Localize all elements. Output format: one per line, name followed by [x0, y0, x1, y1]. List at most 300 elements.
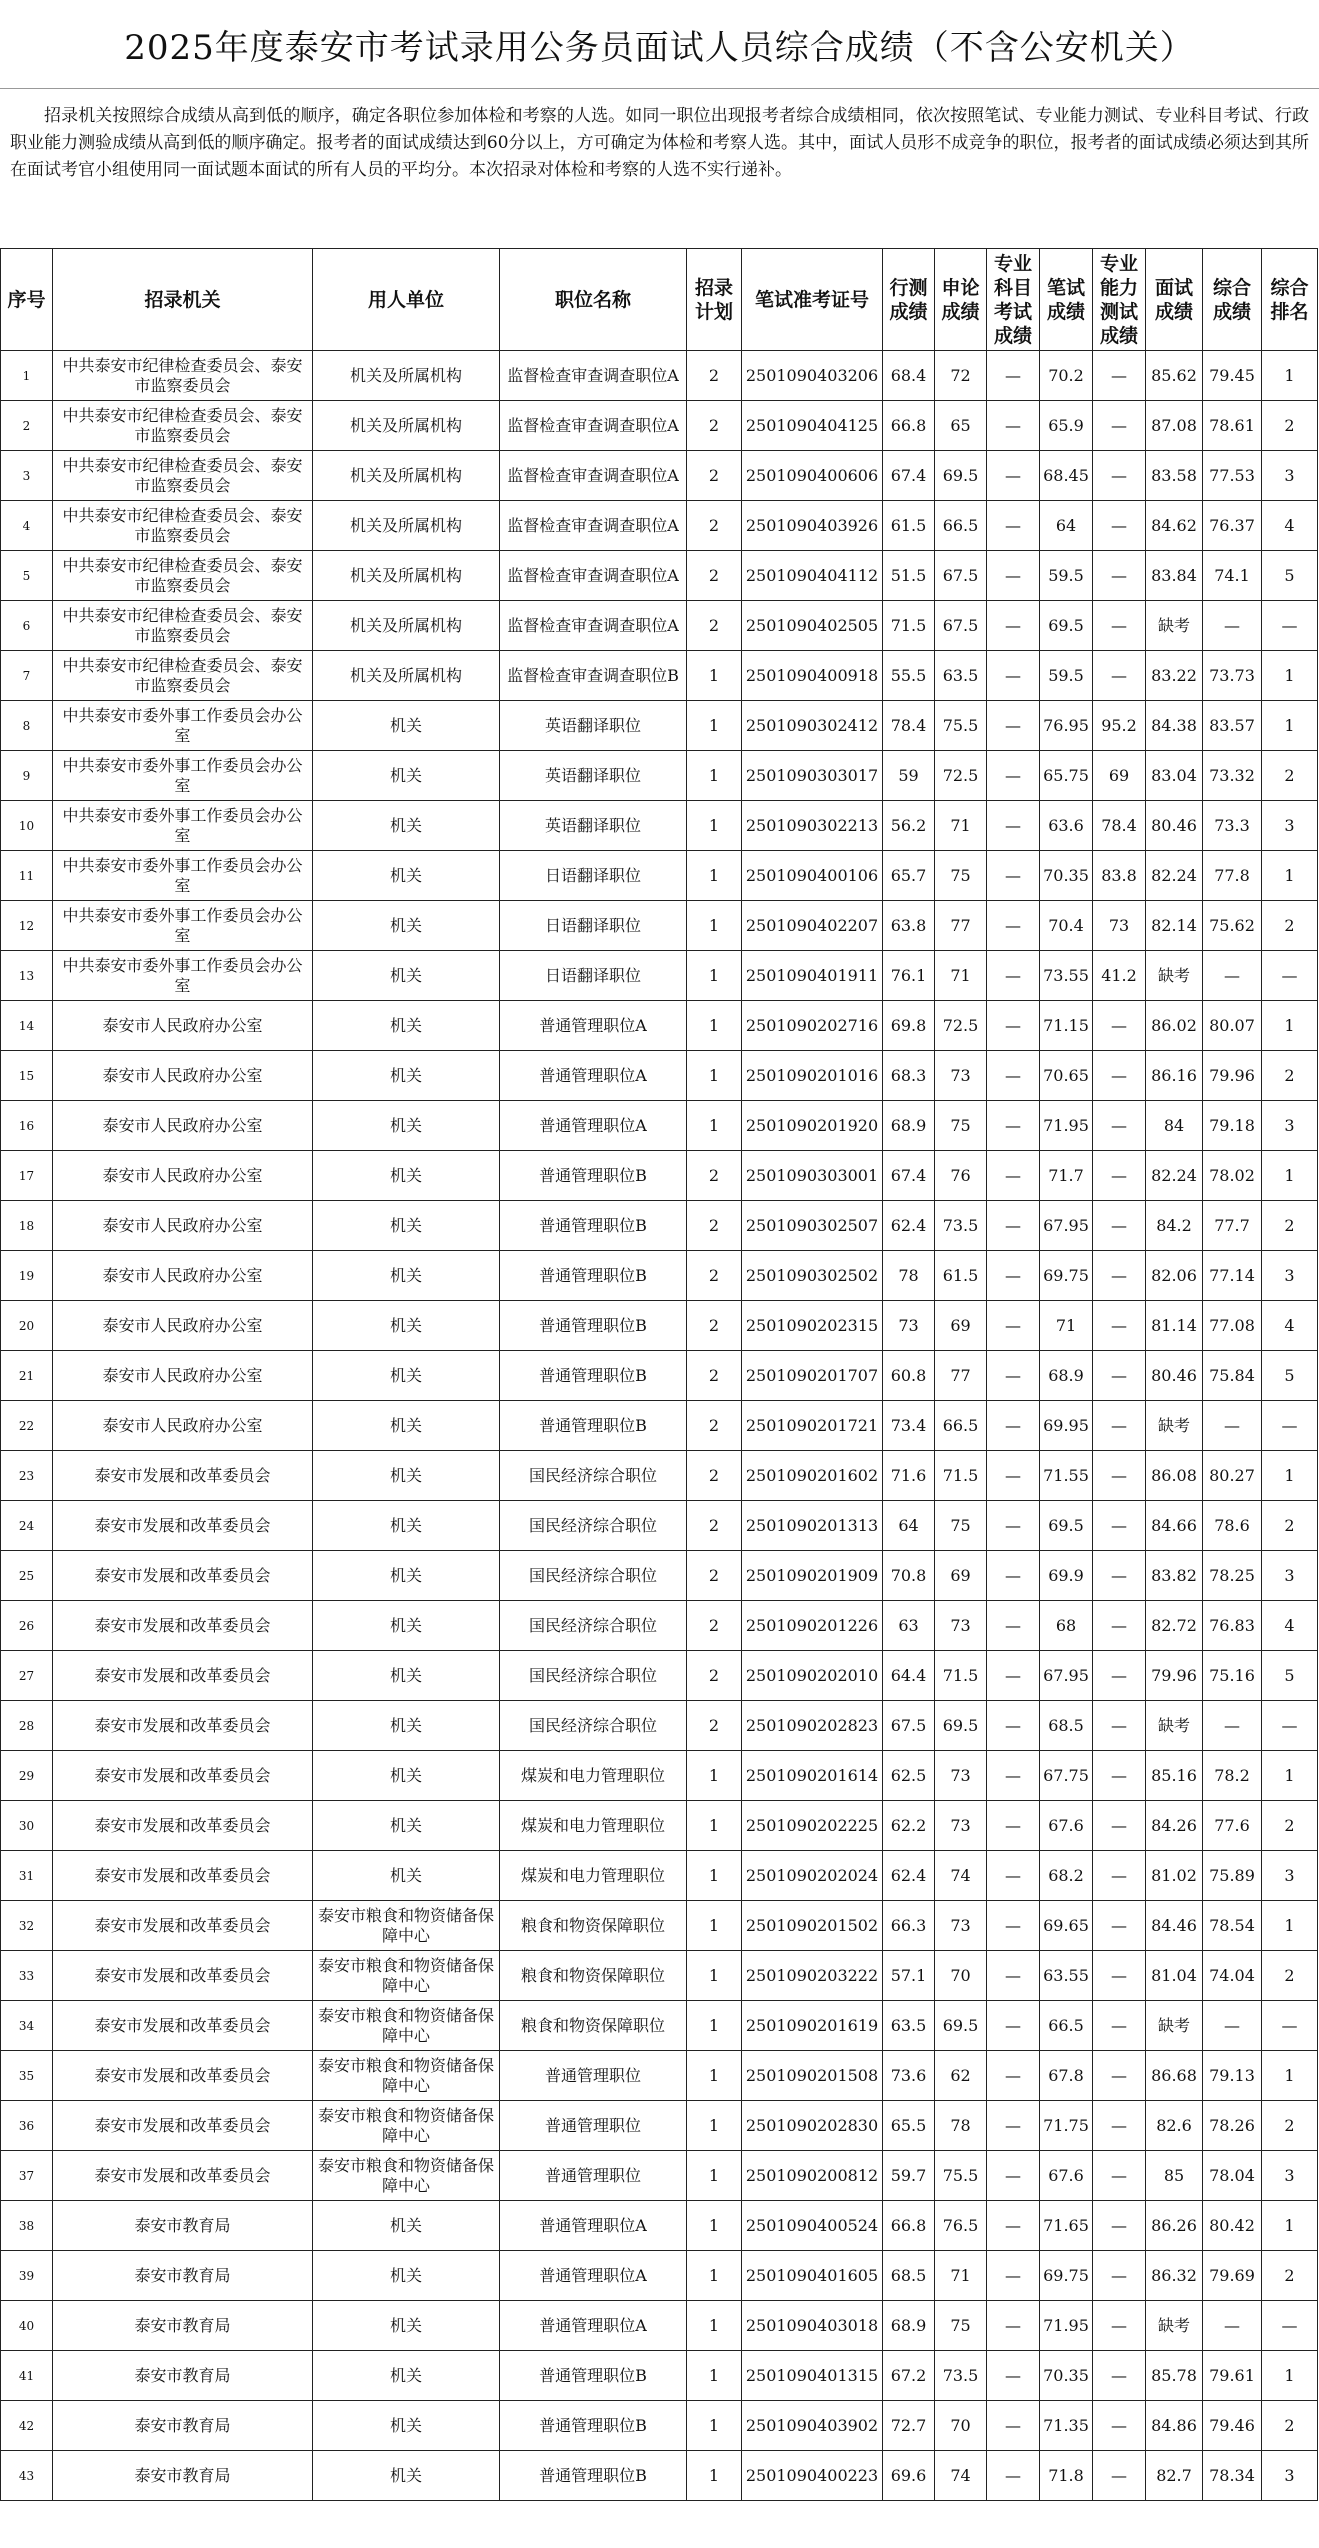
exam-id-cell: 2501090302213 — [742, 801, 883, 851]
table-row — [1, 1001, 1318, 1051]
overall-cell: 80.27 — [1203, 1451, 1262, 1501]
ability-cell: — — [1093, 651, 1146, 701]
unit-cell: 机关 — [313, 2401, 500, 2451]
seq-cell: 3 — [1, 451, 53, 501]
plan-cell: 2 — [687, 1551, 742, 1601]
position-cell: 普通管理职位 — [500, 2051, 687, 2101]
table-row — [1, 1601, 1318, 1651]
seq-cell: 41 — [1, 2351, 53, 2401]
seq-cell: 26 — [1, 1601, 53, 1651]
subject-cell: — — [987, 1151, 1040, 1201]
overall-cell: 78.25 — [1203, 1551, 1262, 1601]
plan-cell: 1 — [687, 2351, 742, 2401]
shenlun-cell: 75 — [935, 2301, 987, 2351]
seq-cell: 1 — [1, 351, 53, 401]
position-cell: 监督检查审查调查职位B — [500, 651, 687, 701]
unit-cell: 机关及所属机构 — [313, 601, 500, 651]
xingce-cell: 67.5 — [883, 1701, 935, 1751]
subject-cell: — — [987, 801, 1040, 851]
plan-cell: 1 — [687, 1801, 742, 1851]
header-seq: 序号 — [1, 249, 53, 351]
written-cell: 63.6 — [1040, 801, 1093, 851]
plan-cell: 2 — [687, 1651, 742, 1701]
exam-id-cell: 2501090302507 — [742, 1201, 883, 1251]
exam-id-cell: 2501090202315 — [742, 1301, 883, 1351]
written-cell: 71.75 — [1040, 2101, 1093, 2151]
subject-cell: — — [987, 901, 1040, 951]
rank-cell: 5 — [1262, 551, 1318, 601]
position-cell: 国民经济综合职位 — [500, 1651, 687, 1701]
position-cell: 煤炭和电力管理职位 — [500, 1801, 687, 1851]
xingce-cell: 72.7 — [883, 2401, 935, 2451]
table-row — [1, 1651, 1318, 1701]
unit-cell: 机关 — [313, 1251, 500, 1301]
xingce-cell: 59.7 — [883, 2151, 935, 2201]
seq-cell: 18 — [1, 1201, 53, 1251]
header-employing-unit: 用人单位 — [313, 249, 500, 351]
plan-cell: 1 — [687, 1901, 742, 1951]
position-cell: 粮食和物资保障职位 — [500, 1951, 687, 2001]
header-ability-score: 专业能力测试成绩 — [1093, 249, 1146, 351]
position-cell: 国民经济综合职位 — [500, 1551, 687, 1601]
overall-cell: — — [1203, 951, 1262, 1001]
written-cell: 67.6 — [1040, 1801, 1093, 1851]
xingce-cell: 64.4 — [883, 1651, 935, 1701]
table-row — [1, 701, 1318, 751]
table-row — [1, 1101, 1318, 1151]
seq-cell: 6 — [1, 601, 53, 651]
shenlun-cell: 73.5 — [935, 1201, 987, 1251]
table-row — [1, 601, 1318, 651]
exam-id-cell: 2501090400606 — [742, 451, 883, 501]
rank-cell: 1 — [1262, 1151, 1318, 1201]
unit-cell: 机关 — [313, 1201, 500, 1251]
subject-cell: — — [987, 2351, 1040, 2401]
ability-cell: — — [1093, 1751, 1146, 1801]
unit-cell: 机关 — [313, 951, 500, 1001]
seq-cell: 42 — [1, 2401, 53, 2451]
ability-cell: — — [1093, 1451, 1146, 1501]
interview-cell: 缺考 — [1146, 2301, 1203, 2351]
overall-cell: 79.69 — [1203, 2251, 1262, 2301]
shenlun-cell: 70 — [935, 2401, 987, 2451]
seq-cell: 8 — [1, 701, 53, 751]
overall-cell: 78.61 — [1203, 401, 1262, 451]
ability-cell: — — [1093, 1901, 1146, 1951]
ability-cell: — — [1093, 1951, 1146, 2001]
interview-cell: 缺考 — [1146, 951, 1203, 1001]
interview-cell: 86.26 — [1146, 2201, 1203, 2251]
exam-id-cell: 2501090400524 — [742, 2201, 883, 2251]
exam-id-cell: 2501090201502 — [742, 1901, 883, 1951]
table-row — [1, 1851, 1318, 1901]
shenlun-cell: 67.5 — [935, 551, 987, 601]
exam-id-cell: 2501090201602 — [742, 1451, 883, 1501]
exam-id-cell: 2501090400918 — [742, 651, 883, 701]
exam-id-cell: 2501090403206 — [742, 351, 883, 401]
table-header-row — [1, 249, 1318, 351]
xingce-cell: 76.1 — [883, 951, 935, 1001]
position-cell: 国民经济综合职位 — [500, 1501, 687, 1551]
seq-cell: 5 — [1, 551, 53, 601]
ability-cell: — — [1093, 1201, 1146, 1251]
overall-cell: 77.7 — [1203, 1201, 1262, 1251]
overall-cell: 74.1 — [1203, 551, 1262, 601]
xingce-cell: 59 — [883, 751, 935, 801]
agency-cell: 泰安市发展和改革委员会 — [53, 2151, 313, 2201]
exam-id-cell: 2501090200812 — [742, 2151, 883, 2201]
unit-cell: 机关 — [313, 2451, 500, 2501]
position-cell: 监督检查审查调查职位A — [500, 401, 687, 451]
rank-cell: 3 — [1262, 1251, 1318, 1301]
seq-cell: 31 — [1, 1851, 53, 1901]
rank-cell: 5 — [1262, 1351, 1318, 1401]
written-cell: 69.5 — [1040, 1501, 1093, 1551]
ability-cell: — — [1093, 1801, 1146, 1851]
written-cell: 69.75 — [1040, 2251, 1093, 2301]
xingce-cell: 57.1 — [883, 1951, 935, 2001]
header-exam-id: 笔试准考证号 — [742, 249, 883, 351]
ability-cell: — — [1093, 1251, 1146, 1301]
seq-cell: 19 — [1, 1251, 53, 1301]
seq-cell: 13 — [1, 951, 53, 1001]
unit-cell: 机关 — [313, 1351, 500, 1401]
agency-cell: 泰安市发展和改革委员会 — [53, 1451, 313, 1501]
interview-cell: 82.24 — [1146, 851, 1203, 901]
unit-cell: 机关 — [313, 1851, 500, 1901]
plan-cell: 2 — [687, 351, 742, 401]
overall-cell: 75.89 — [1203, 1851, 1262, 1901]
shenlun-cell: 72.5 — [935, 1001, 987, 1051]
position-cell: 英语翻译职位 — [500, 751, 687, 801]
position-cell: 国民经济综合职位 — [500, 1601, 687, 1651]
xingce-cell: 69.8 — [883, 1001, 935, 1051]
interview-cell: 85.62 — [1146, 351, 1203, 401]
position-cell: 煤炭和电力管理职位 — [500, 1851, 687, 1901]
plan-cell: 2 — [687, 1401, 742, 1451]
unit-cell: 机关及所属机构 — [313, 501, 500, 551]
ability-cell: — — [1093, 2001, 1146, 2051]
shenlun-cell: 75.5 — [935, 2151, 987, 2201]
xingce-cell: 71.5 — [883, 601, 935, 651]
table-row — [1, 551, 1318, 601]
xingce-cell: 60.8 — [883, 1351, 935, 1401]
interview-cell: 82.06 — [1146, 1251, 1203, 1301]
xingce-cell: 68.9 — [883, 1101, 935, 1151]
shenlun-cell: 65 — [935, 401, 987, 451]
plan-cell: 1 — [687, 701, 742, 751]
written-cell: 63.55 — [1040, 1951, 1093, 2001]
plan-cell: 1 — [687, 951, 742, 1001]
written-cell: 71.95 — [1040, 1101, 1093, 1151]
overall-cell: 80.07 — [1203, 1001, 1262, 1051]
plan-cell: 1 — [687, 1051, 742, 1101]
shenlun-cell: 69 — [935, 1551, 987, 1601]
interview-cell: 81.04 — [1146, 1951, 1203, 2001]
subject-cell: — — [987, 501, 1040, 551]
overall-cell: — — [1203, 2001, 1262, 2051]
subject-cell: — — [987, 1001, 1040, 1051]
interview-cell: 86.02 — [1146, 1001, 1203, 1051]
interview-cell: 87.08 — [1146, 401, 1203, 451]
agency-cell: 中共泰安市委外事工作委员会办公室 — [53, 951, 313, 1001]
position-cell: 日语翻译职位 — [500, 951, 687, 1001]
ability-cell: — — [1093, 2351, 1146, 2401]
overall-cell: 73.73 — [1203, 651, 1262, 701]
table-row — [1, 2101, 1318, 2151]
table-row — [1, 2051, 1318, 2101]
rank-cell: 1 — [1262, 2201, 1318, 2251]
plan-cell: 1 — [687, 801, 742, 851]
interview-cell: 缺考 — [1146, 1701, 1203, 1751]
rank-cell: 1 — [1262, 651, 1318, 701]
rank-cell: 3 — [1262, 2151, 1318, 2201]
agency-cell: 中共泰安市纪律检查委员会、泰安市监察委员会 — [53, 651, 313, 701]
xingce-cell: 70.8 — [883, 1551, 935, 1601]
overall-cell: 79.18 — [1203, 1101, 1262, 1151]
agency-cell: 泰安市教育局 — [53, 2201, 313, 2251]
header-interview-score: 面试成绩 — [1146, 249, 1203, 351]
written-cell: 71.8 — [1040, 2451, 1093, 2501]
position-cell: 监督检查审查调查职位A — [500, 551, 687, 601]
subject-cell: — — [987, 1051, 1040, 1101]
interview-cell: 缺考 — [1146, 2001, 1203, 2051]
interview-cell: 缺考 — [1146, 601, 1203, 651]
ability-cell: 95.2 — [1093, 701, 1146, 751]
exam-id-cell: 2501090402505 — [742, 601, 883, 651]
written-cell: 73.55 — [1040, 951, 1093, 1001]
rank-cell: 2 — [1262, 2101, 1318, 2151]
ability-cell: — — [1093, 1651, 1146, 1701]
interview-cell: 83.84 — [1146, 551, 1203, 601]
shenlun-cell: 73 — [935, 1601, 987, 1651]
overall-cell: — — [1203, 2301, 1262, 2351]
overall-cell: 75.62 — [1203, 901, 1262, 951]
table-row — [1, 751, 1318, 801]
unit-cell: 机关及所属机构 — [313, 351, 500, 401]
rank-cell: 3 — [1262, 801, 1318, 851]
overall-cell: — — [1203, 1701, 1262, 1751]
written-cell: 67.8 — [1040, 2051, 1093, 2101]
interview-cell: 83.04 — [1146, 751, 1203, 801]
interview-cell: 84 — [1146, 1101, 1203, 1151]
overall-cell: 78.02 — [1203, 1151, 1262, 1201]
rank-cell: 3 — [1262, 1851, 1318, 1901]
ability-cell: — — [1093, 401, 1146, 451]
rank-cell: — — [1262, 2001, 1318, 2051]
rank-cell: — — [1262, 1401, 1318, 1451]
written-cell: 67.6 — [1040, 2151, 1093, 2201]
table-row — [1, 2451, 1318, 2501]
plan-cell: 1 — [687, 751, 742, 801]
interview-cell: 79.96 — [1146, 1651, 1203, 1701]
unit-cell: 机关 — [313, 2251, 500, 2301]
exam-id-cell: 2501090401605 — [742, 2251, 883, 2301]
position-cell: 普通管理职位A — [500, 1001, 687, 1051]
exam-id-cell: 2501090202010 — [742, 1651, 883, 1701]
ability-cell: — — [1093, 1501, 1146, 1551]
ability-cell: — — [1093, 1551, 1146, 1601]
seq-cell: 33 — [1, 1951, 53, 2001]
exam-id-cell: 2501090302412 — [742, 701, 883, 751]
shenlun-cell: 71.5 — [935, 1451, 987, 1501]
exam-id-cell: 2501090303017 — [742, 751, 883, 801]
seq-cell: 4 — [1, 501, 53, 551]
plan-cell: 1 — [687, 1751, 742, 1801]
shenlun-cell: 75 — [935, 1501, 987, 1551]
rank-cell: — — [1262, 2301, 1318, 2351]
position-cell: 粮食和物资保障职位 — [500, 1901, 687, 1951]
ability-cell: — — [1093, 1851, 1146, 1901]
rank-cell: 1 — [1262, 1901, 1318, 1951]
table-row — [1, 2351, 1318, 2401]
header-position: 职位名称 — [500, 249, 687, 351]
seq-cell: 27 — [1, 1651, 53, 1701]
exam-id-cell: 2501090201920 — [742, 1101, 883, 1151]
written-cell: 67.75 — [1040, 1751, 1093, 1801]
plan-cell: 1 — [687, 1851, 742, 1901]
overall-cell: 77.53 — [1203, 451, 1262, 501]
ability-cell: — — [1093, 2251, 1146, 2301]
plan-cell: 1 — [687, 2101, 742, 2151]
interview-cell: 84.62 — [1146, 501, 1203, 551]
rank-cell: 2 — [1262, 1801, 1318, 1851]
xingce-cell: 55.5 — [883, 651, 935, 701]
position-cell: 普通管理职位A — [500, 2301, 687, 2351]
overall-cell: 79.61 — [1203, 2351, 1262, 2401]
agency-cell: 泰安市发展和改革委员会 — [53, 1951, 313, 2001]
table-row — [1, 1051, 1318, 1101]
exam-id-cell: 2501090401315 — [742, 2351, 883, 2401]
written-cell: 70.35 — [1040, 851, 1093, 901]
position-cell: 粮食和物资保障职位 — [500, 2001, 687, 2051]
unit-cell: 机关及所属机构 — [313, 451, 500, 501]
rank-cell: — — [1262, 951, 1318, 1001]
exam-id-cell: 2501090400106 — [742, 851, 883, 901]
written-cell: 70.35 — [1040, 2351, 1093, 2401]
subject-cell: — — [987, 451, 1040, 501]
interview-cell: 缺考 — [1146, 1401, 1203, 1451]
xingce-cell: 66.3 — [883, 1901, 935, 1951]
shenlun-cell: 73 — [935, 1751, 987, 1801]
plan-cell: 2 — [687, 401, 742, 451]
seq-cell: 17 — [1, 1151, 53, 1201]
written-cell: 68.2 — [1040, 1851, 1093, 1901]
shenlun-cell: 73 — [935, 1051, 987, 1101]
header-written-score: 笔试成绩 — [1040, 249, 1093, 351]
shenlun-cell: 73 — [935, 1801, 987, 1851]
table-row — [1, 1951, 1318, 2001]
exam-id-cell: 2501090402207 — [742, 901, 883, 951]
exam-id-cell: 2501090202830 — [742, 2101, 883, 2151]
plan-cell: 1 — [687, 2251, 742, 2301]
unit-cell: 泰安市粮食和物资储备保障中心 — [313, 2101, 500, 2151]
unit-cell: 机关及所属机构 — [313, 401, 500, 451]
seq-cell: 21 — [1, 1351, 53, 1401]
exam-id-cell: 2501090202716 — [742, 1001, 883, 1051]
overall-cell: 73.3 — [1203, 801, 1262, 851]
rank-cell: 4 — [1262, 1601, 1318, 1651]
shenlun-cell: 66.5 — [935, 501, 987, 551]
unit-cell: 机关 — [313, 1751, 500, 1801]
interview-cell: 84.46 — [1146, 1901, 1203, 1951]
shenlun-cell: 62 — [935, 2051, 987, 2101]
position-cell: 日语翻译职位 — [500, 901, 687, 951]
shenlun-cell: 76 — [935, 1151, 987, 1201]
overall-cell: 80.42 — [1203, 2201, 1262, 2251]
unit-cell: 机关 — [313, 1701, 500, 1751]
written-cell: 71.15 — [1040, 1001, 1093, 1051]
agency-cell: 泰安市发展和改革委员会 — [53, 2051, 313, 2101]
agency-cell: 泰安市人民政府办公室 — [53, 1051, 313, 1101]
rank-cell: 3 — [1262, 1551, 1318, 1601]
overall-cell: 79.96 — [1203, 1051, 1262, 1101]
position-cell: 英语翻译职位 — [500, 701, 687, 751]
subject-cell: — — [987, 1901, 1040, 1951]
overall-cell: 78.6 — [1203, 1501, 1262, 1551]
seq-cell: 12 — [1, 901, 53, 951]
written-cell: 69.95 — [1040, 1401, 1093, 1451]
overall-cell: 76.83 — [1203, 1601, 1262, 1651]
subject-cell: — — [987, 1801, 1040, 1851]
exam-id-cell: 2501090203222 — [742, 1951, 883, 2001]
unit-cell: 机关 — [313, 1151, 500, 1201]
exam-id-cell: 2501090201909 — [742, 1551, 883, 1601]
subject-cell: — — [987, 1101, 1040, 1151]
written-cell: 68.45 — [1040, 451, 1093, 501]
subject-cell: — — [987, 351, 1040, 401]
agency-cell: 泰安市发展和改革委员会 — [53, 1501, 313, 1551]
plan-cell: 2 — [687, 1301, 742, 1351]
position-cell: 普通管理职位B — [500, 1201, 687, 1251]
shenlun-cell: 66.5 — [935, 1401, 987, 1451]
exam-id-cell: 2501090303001 — [742, 1151, 883, 1201]
unit-cell: 机关 — [313, 1051, 500, 1101]
exam-id-cell: 2501090201619 — [742, 2001, 883, 2051]
table-row — [1, 2001, 1318, 2051]
agency-cell: 中共泰安市纪律检查委员会、泰安市监察委员会 — [53, 601, 313, 651]
exam-id-cell: 2501090201226 — [742, 1601, 883, 1651]
agency-cell: 泰安市教育局 — [53, 2251, 313, 2301]
ability-cell: — — [1093, 2401, 1146, 2451]
seq-cell: 38 — [1, 2201, 53, 2251]
rank-cell: 1 — [1262, 1001, 1318, 1051]
interview-cell: 86.16 — [1146, 1051, 1203, 1101]
seq-cell: 40 — [1, 2301, 53, 2351]
ability-cell: — — [1093, 1151, 1146, 1201]
xingce-cell: 62.4 — [883, 1851, 935, 1901]
subject-cell: — — [987, 651, 1040, 701]
exam-id-cell: 2501090202823 — [742, 1701, 883, 1751]
unit-cell: 机关 — [313, 1501, 500, 1551]
table-row — [1, 1901, 1318, 1951]
interview-cell: 80.46 — [1146, 1351, 1203, 1401]
overall-cell: — — [1203, 601, 1262, 651]
ability-cell: — — [1093, 551, 1146, 601]
interview-cell: 84.86 — [1146, 2401, 1203, 2451]
seq-cell: 22 — [1, 1401, 53, 1451]
agency-cell: 泰安市人民政府办公室 — [53, 1301, 313, 1351]
plan-cell: 2 — [687, 1151, 742, 1201]
written-cell: 59.5 — [1040, 651, 1093, 701]
unit-cell: 机关 — [313, 1001, 500, 1051]
overall-cell: 79.13 — [1203, 2051, 1262, 2101]
written-cell: 76.95 — [1040, 701, 1093, 751]
position-cell: 普通管理职位 — [500, 2101, 687, 2151]
shenlun-cell: 67.5 — [935, 601, 987, 651]
position-cell: 普通管理职位B — [500, 2451, 687, 2501]
overall-cell: 78.54 — [1203, 1901, 1262, 1951]
